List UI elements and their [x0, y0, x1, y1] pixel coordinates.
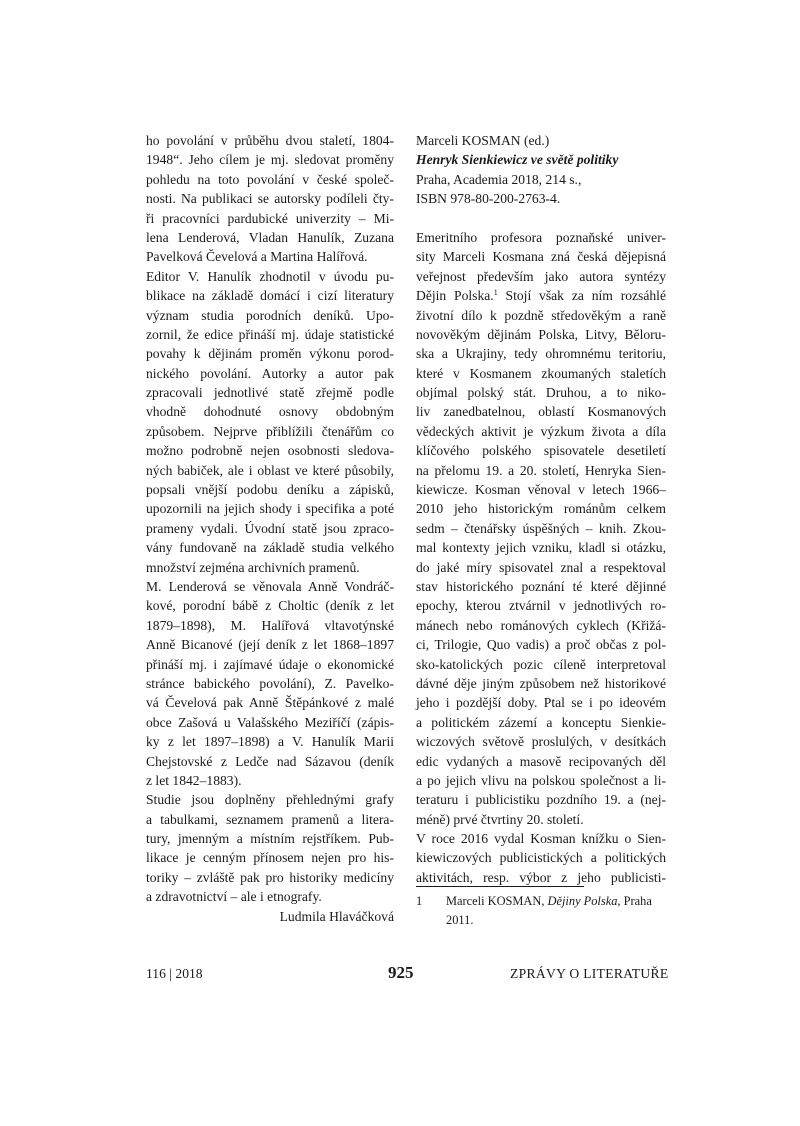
right-column-body: [416, 228, 666, 887]
text-line: ných babiček, ale i oblast ve které působily,: [146, 462, 394, 478]
text-line: méně) prvé čtvrtiny 20. století.: [416, 811, 584, 827]
text-line: Pavelková Čevelová a Martina Halířová.: [146, 249, 368, 265]
text-line: a po jejich vlivu na polskou společnost a li-: [416, 772, 666, 788]
bib-spacer: [416, 209, 666, 228]
bib-title: Henryk Sienkiewicz ve světě politiky: [416, 152, 619, 168]
text-line: wiczových světově proslulých, v desítkách: [416, 734, 666, 750]
text-line: nického povolání. Autorky a autor pak: [146, 365, 394, 381]
text-line: vá Čevelová pak Anně Štěpánkové z malé: [146, 695, 394, 711]
text-line: lena Lenderová, Vladan Hanulík, Zuzana: [146, 229, 394, 245]
text-line: nosti. Na publikaci se autorsky podíleli čty-: [146, 191, 394, 207]
text-line: 1879–1898), M. Halířová vltavotýnské: [146, 617, 394, 633]
text-line: veřejnost především jako autora syntézy: [416, 268, 666, 284]
text-line: stránce babického povolání), Z. Pavelko-: [146, 675, 394, 691]
text-line: zpracovali jednotlivé statě zřejmě podle: [146, 385, 394, 401]
text-line: ky z let 1897–1898) a V. Hanulík Marii: [146, 734, 394, 750]
text-line: Chejstovské z Ledče nad Sázavou (deník: [146, 753, 394, 769]
footnote-author: Marceli KOSMAN,: [446, 894, 545, 908]
text-line: kiewicze. Kosman věnoval v letech 1966–: [416, 482, 666, 498]
text-line: ho povolání v průběhu dvou staletí, 1804-: [146, 133, 394, 148]
text-line: obce Zašová u Valašského Meziříčí (zápis-: [146, 714, 394, 730]
journal-name: ZPRÁVY O LITERATUŘE: [510, 966, 669, 981]
text-line: [416, 286, 666, 305]
text-line: liv zanedbatelnou, oblastí Kosmanových: [416, 404, 666, 420]
text-line: význam studia porodních deníků. Upo-: [146, 307, 394, 323]
text-line: způsobem. Nejprve přiblížili čtenářům co: [146, 423, 394, 439]
text-line: z let 1842–1883).: [146, 772, 242, 788]
text-line: V roce 2016 vydal Kosman knížku o Sien-: [416, 831, 666, 847]
text-line: a tabulkami, seznamem pramenů a litera-: [146, 811, 394, 827]
text-line: 1948“. Jeho cílem je mj. sledovat proměny: [146, 152, 394, 168]
left-column: [146, 131, 394, 926]
text-line: Anně Bicanové (její deník z let 1868–1897: [146, 637, 394, 653]
footnote-ref: 1: [493, 288, 498, 298]
bib-publisher: Praha, Academia 2018, 214 s.,: [416, 171, 582, 187]
text-line: 2010 jeho historickým románům celkem: [416, 501, 666, 517]
text-line: klíčového polského spisovatele desetiletí: [416, 443, 666, 459]
text-line: a zdravotnictví – ale i etnografy.: [146, 889, 322, 905]
text-line: popsali vnější podobu deníku a zápisků,: [146, 482, 394, 498]
text-line: vhodně dohodnuté osnovy obdobným: [146, 404, 394, 420]
bib-isbn: ISBN 978-80-200-2763-4.: [416, 191, 561, 207]
text-line: upozornili na jejich shody i specifika a poté: [146, 501, 394, 517]
text-line: možno podrobně nejen osobnosti sledova-: [146, 443, 394, 459]
text-line: epochy, kterou ztvárnil v jednotlivých ro-: [416, 598, 666, 614]
text-line: edic vydaných a masově recipovaných děl: [416, 753, 666, 769]
text-segment: Stojí však za ním rozsáhlé: [497, 288, 666, 304]
text-line: ska a Ukrajiny, tedy ohromnému teritoriu,: [416, 346, 666, 362]
text-line: novověkým dějinám Polska, Litvy, Běloru-: [416, 326, 666, 342]
footnote-title: Dějiny Polska: [547, 894, 618, 908]
text-line: Editor V. Hanulík zhodnotil v úvodu pu-: [146, 268, 394, 284]
text-line: pohledu na toto povolání v české společ-: [146, 171, 394, 187]
text-line: životní dílo k pozdně středověkým a raně: [416, 307, 666, 323]
text-line: do jaké míry spisovatel znal a respektoval: [416, 559, 666, 575]
footnote-text: [446, 892, 666, 930]
text-line: kové, porodní bábě z Choltic (deník z let: [146, 598, 394, 614]
text-line: objímal polský stát. Druhou, a to niko-: [416, 385, 666, 401]
footnote: [416, 892, 666, 930]
footnote-number: 1: [416, 894, 423, 908]
text-line: teraturu i publicistiku pozdního 19. a (nej-: [416, 792, 666, 808]
text-line: vány fundovaně na základě studia velkého: [146, 540, 394, 556]
text-line: aktivitách, resp. výbor z jeho publicisti-: [416, 869, 666, 885]
text-line: vědeckých aktivit je výzkum života a díla: [416, 423, 666, 439]
text-line: mal kontexty jejich vzniku, kladl si otázku,: [416, 540, 666, 556]
footer-issue: 116 | 2018: [146, 966, 203, 981]
text-line: které v Kosmanem zkoumaných staletích: [416, 365, 666, 381]
text-line: kiewiczových publicistických a politických: [416, 850, 666, 866]
text-line: toriky – zvláště pak pro historiky medicíny: [146, 869, 394, 885]
page-number: 925: [388, 963, 414, 982]
text-line: ři pracovníci pardubické univerzity – Mi-: [146, 210, 394, 226]
text-segment: Dějin Polska.: [416, 288, 494, 304]
text-line: sity Marceli Kosmana zná česká dějepisná: [416, 249, 666, 265]
text-line: na přelomu 19. a 20. století, Henryka Sien-: [416, 462, 666, 478]
footnote-rest: , Praha: [617, 894, 652, 908]
text-line: jeho i pozdější doby. Ptal se i po ideovém: [416, 695, 666, 711]
text-line: zornil, že edice přináší mj. údaje statistické: [146, 326, 394, 342]
text-line: blikace na základě domácí i cizí literatury: [146, 288, 394, 304]
text-line: sedm – čtenářsky úspěšných – knih. Zkou-: [416, 520, 666, 536]
text-line: a politickém zázemí a konceptu Sienkie-: [416, 714, 666, 730]
text-line: M. Lenderová se věnovala Anně Vondráč-: [146, 578, 394, 594]
text-line: stav historického poznání té které dějinné: [416, 578, 666, 594]
footnote-line2: 2011.: [446, 913, 474, 927]
text-line: likace je cenným přínosem nejen pro his-: [146, 850, 394, 866]
text-line: Emeritního profesora poznaňské univer-: [416, 229, 666, 245]
text-line: ci, Trilogie, Quo vadis) a proč občas z pol-: [416, 637, 666, 653]
text-line: sko-katolických pozic cíleně interpretoval: [416, 656, 666, 672]
text-line: dávné děje jiným způsobem než historikové: [416, 675, 666, 691]
footnote-rule: [416, 886, 584, 887]
text-line: povahy k dějinám proměn výkonu porod-: [146, 346, 394, 362]
text-line: prameny vydali. Úvodní statě jsou zpraco-: [146, 520, 394, 536]
text-line: Studie jsou doplněny přehlednými grafy: [146, 792, 394, 808]
right-column: [416, 131, 666, 887]
text-line: mánech nebo románových cyklech (Křižá-: [416, 617, 666, 633]
text-line: přináší mj. i zajímavé údaje o ekonomické: [146, 656, 394, 672]
text-line: tury, jmenným a místním rejstříkem. Pub-: [146, 831, 394, 847]
text-line: množství zejména archivních pramenů.: [146, 559, 360, 575]
reviewer-signature: Ludmila Hlaváčková: [279, 908, 394, 924]
bib-author: Marceli KOSMAN (ed.): [416, 133, 550, 148]
